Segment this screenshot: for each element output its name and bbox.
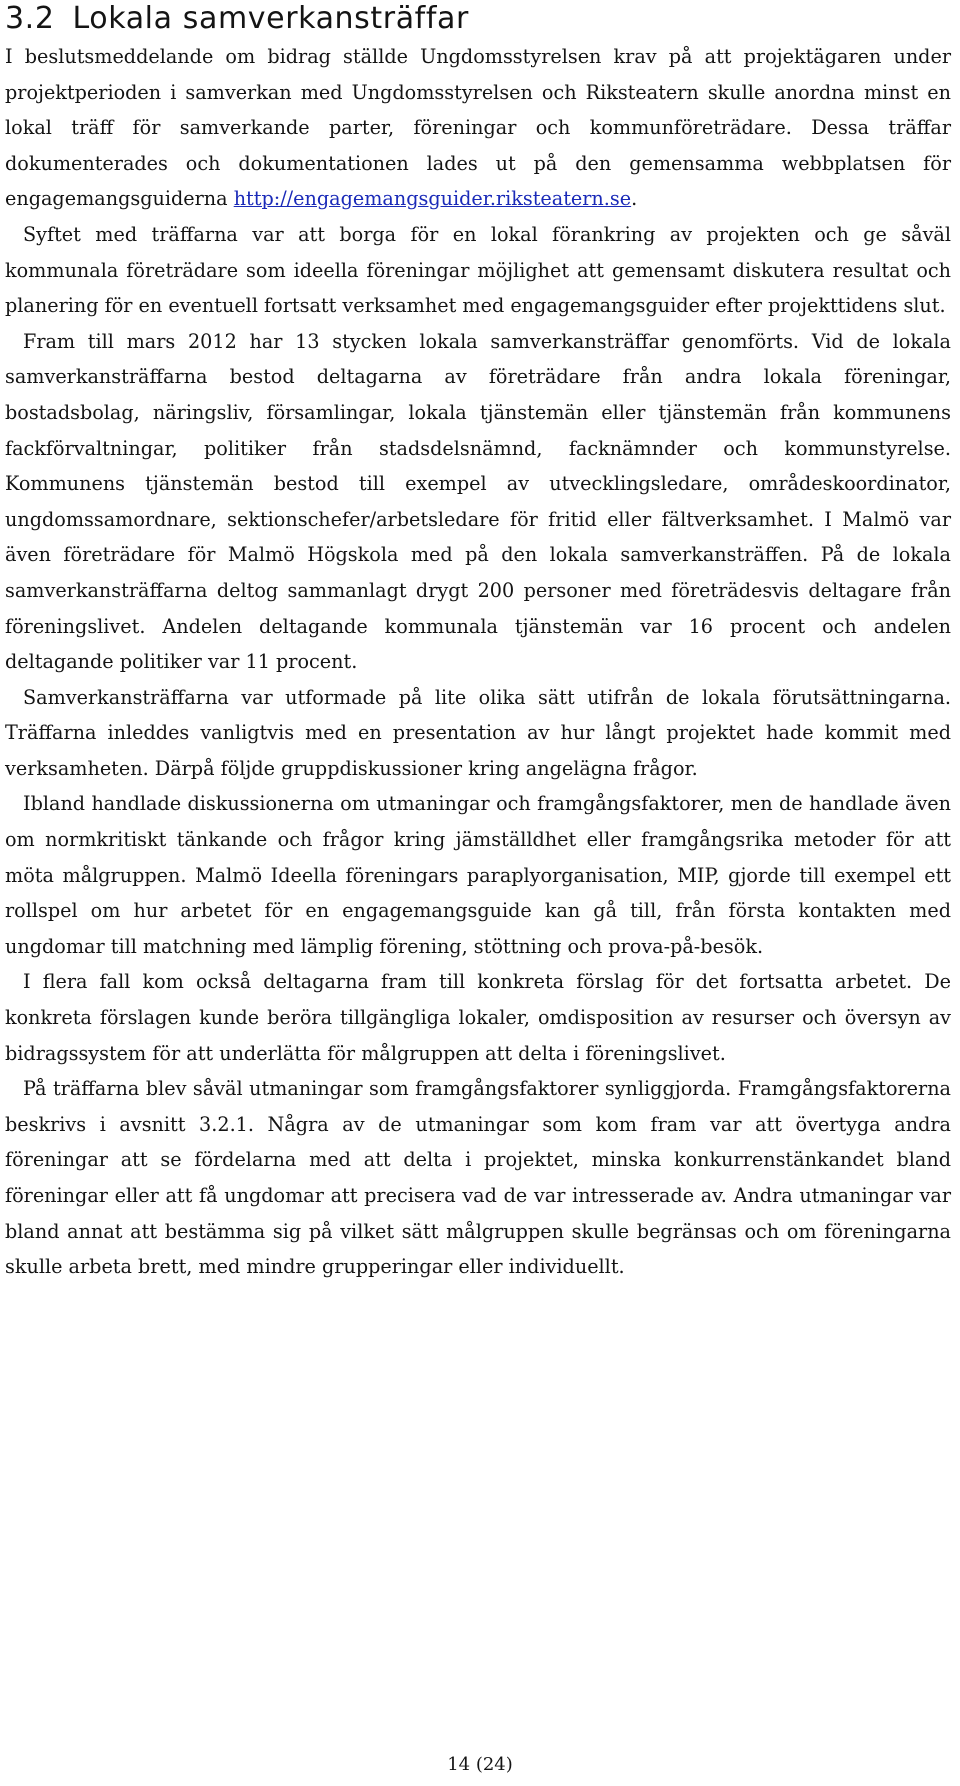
paragraph-4: Samverkansträffarna var utformade på lite olika sätt utifrån de lokala förutsättningarna. Träffarna inleddes vanligtvis med en presentation av hur långt projektet hade kommit med verksamheten. Därpå följde gruppdiskussioner kring angelägna frågor. [5,685,951,780]
paragraph-1-end: . [631,187,638,211]
paragraph-7: På träffarna blev såväl utmaningar som framgångsfaktorer synliggjorda. Framgångsfaktorerna beskrivs i avsnitt 3.2.1. Några av de utmaningar som kom fram var att övertyga andra föreningar att se fördelarna med att delta i projektet, minska konkurrenstänkandet bland föreningar eller att få ungdomar att precisera vad de var intresserade av. Andra utmaningar var bland annat att bestämma sig på vilket sätt målgruppen skulle begränsas och om föreningarna skulle arbeta brett, med mindre grupperingar eller individuellt. [5,1077,951,1279]
section-heading [5,0,951,39]
section-body [5,39,951,1285]
paragraph-3: Fram till mars 2012 har 13 stycken lokala samverkansträffar genomförts. Vid de lokala samverkansträffarna bestod deltagarna av företrädare från andra lokala föreningar, bostadsbolag, näringsliv, församlingar, lokala tjänstemän eller tjänstemän från kommunens fackförvaltningar, politiker från stadsdelsnämnd, facknämnder och kommunstyrelse. Kommunens tjänstemän bestod till exempel av utvecklingsledare, områdeskoordinator, ungdomssamordnare, sektionschefer/arbetsledare för fritid eller fältverksamhet. I Malmö var även företrädare för Malmö Högskola med på den lokala samverkansträffen. På de lokala samverkansträffarna deltog sammanlagt drygt 200 personer med företrädesvis deltagare från föreningslivet. Andelen deltagande kommunala tjänstemän var 16 procent och andelen deltagande politiker var 11 procent. [5,329,951,674]
page-number: 14 (24) [447,1754,513,1775]
paragraph-1-text: I beslutsmeddelande om bidrag ställde Ungdomsstyrelsen krav på att projektägaren under projektperioden i samverkan med Ungdomsstyrelsen och Riksteatern skulle anordna minst en lokal träff för samverkande parter, föreningar och kommunföreträdare. Dessa träffar dokumenterades och dokumentationen lades ut på den gemensamma webbplatsen för engagemangsguiderna [5,45,951,211]
section-title: Lokala samverkansträffar [72,1,469,36]
paragraph-6: I flera fall kom också deltagarna fram till konkreta förslag för det fortsatta arbetet. De konkreta förslagen kunde beröra tillgängliga lokaler, omdisposition av resurser och översyn av bidragssystem för att underlätta för målgruppen att delta i föreningslivet. [5,970,951,1065]
paragraph-2: Syftet med träffarna var att borga för en lokal förankring av projekten och ge såväl kommunala företrädare som ideella föreningar möjlighet att gemensamt diskutera resultat och planering för en eventuell fortsatt verksamhet med engagemangsguider efter projekttidens slut. [5,222,951,318]
paragraph-1 [5,39,951,217]
paragraph-5: Ibland handlade diskussionerna om utmaningar och framgångsfaktorer, men de handlade även om normkritiskt tänkande och frågor kring jämställdhet eller framgångsrika metoder för att möta målgruppen. Malmö Ideella föreningars paraplyorganisation, MIP, gjorde till exempel ett rollspel om hur arbetet för en engagemangsguide kan gå till, från första kontakten med ungdomar till matchning med lämplig förening, stöttning och prova-på-besök. [5,792,951,958]
section-number: 3.2 [5,1,55,36]
document-page [5,0,951,1285]
website-link[interactable]: http://engagemangsguider.riksteatern.se [233,187,632,211]
